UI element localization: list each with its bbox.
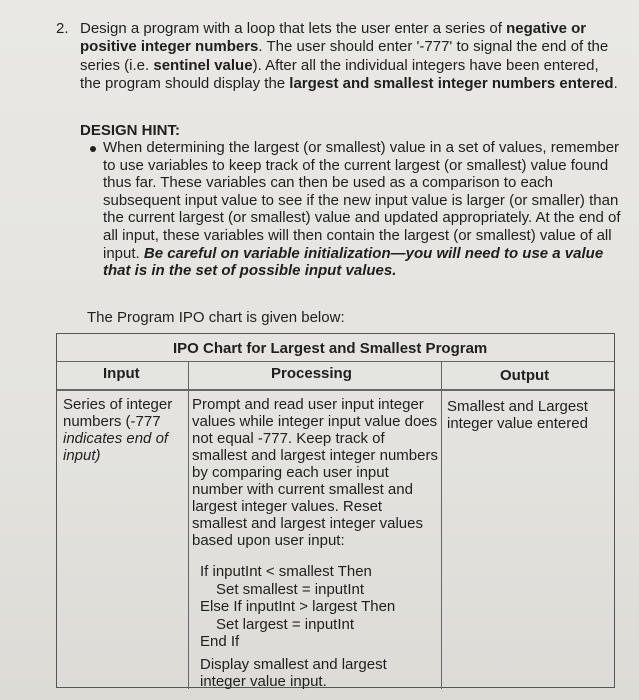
question-text-part: Design a program with a loop that lets the user enter a series of [80,20,507,37]
question-bold-part: largest and smallest integer numbers entered [289,74,614,92]
pseudocode-line: Set largest = inputInt [216,615,355,633]
design-hint-title: DESIGN HINT: [80,122,181,139]
input-text-italic: indicates end of input) [63,430,169,464]
pseudocode-line: Set smallest = inputInt [216,580,364,598]
question-bold-part: sentinel value [153,56,253,74]
question-bold-part: negative or positive integer numbers [80,20,587,56]
question-text-part: . [613,74,618,92]
header-processing: Processing [271,365,352,382]
input-text: Series of integer numbers (-777 [63,396,173,430]
question-text-part: ). After all the individual integers have been entered, the program should display the [80,56,599,92]
pseudocode-block [200,563,395,651]
question-text-part: . The user should enter '-777' to signal the end of the series (i.e. [80,38,609,74]
ipo-intro: The Program IPO chart is given below: [87,309,345,326]
ipo-chart-table [56,333,615,688]
pseudocode-line: End If [200,633,240,650]
output-cell: Smallest and Largest integer value entered [447,398,588,432]
design-hint-text [103,139,623,280]
bullet-icon [90,146,96,152]
header-divider [57,389,614,391]
hint-body: When determining the largest (or smallest) value in a set of values, remember to use variables to keep track of the current largest (or smallest) value found thus far. These variables can then be used as a comparison to each subsequent input value to see if the new input value is larger (or smaller) than the current largest (or smallest) value and updated appropriately. At the end of all input, these variables will then contain the largest (or smallest) value of all input. [103,139,621,262]
question-number: 2. [56,20,69,37]
input-cell [63,396,187,464]
table-caption: IPO Chart for Largest and Smallest Program [173,340,488,357]
column-divider-2 [441,361,442,689]
pseudocode-line: If inputInt < smallest Then [200,563,372,580]
column-divider-1 [188,361,189,689]
header-input: Input [103,365,140,382]
display-step: Display smallest and largest integer value input. [200,656,387,690]
pseudocode-line: Else If inputInt > largest Then [200,598,396,615]
processing-cell: Prompt and read user input integer values while integer input value does not equal -777. Keep track of smallest and largest integer numbers by comparing each user input number with current smallest and largest integer values. Reset smallest and largest integer values based upon user input: [192,396,438,549]
hint-warning: Be careful on variable initialization—you will need to use a value that is in the set of possible input values. [103,244,604,280]
question-text [80,20,620,93]
caption-divider [57,361,614,362]
header-output: Output [500,367,550,384]
question-2 [56,20,620,93]
